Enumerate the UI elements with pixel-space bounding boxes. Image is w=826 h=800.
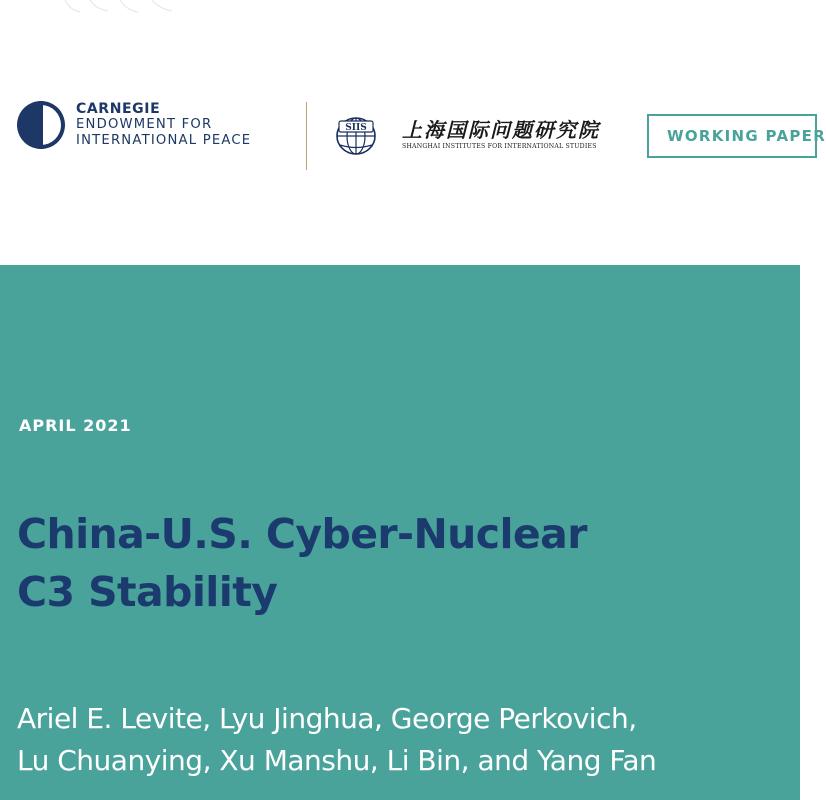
author-list-line-1: Ariel E. Levite, Lyu Jinghua, George Perkovich, — [17, 702, 637, 735]
working-paper-badge: WORKING PAPER — [647, 114, 817, 158]
decorative-lines — [60, 0, 200, 14]
carnegie-name: CARNEGIE — [76, 101, 161, 117]
carnegie-subtitle-line-2: INTERNATIONAL PEACE — [76, 133, 252, 148]
publication-date: APRIL 2021 — [19, 416, 132, 435]
siis-emblem-text: SIIS — [345, 123, 367, 133]
siis-chinese-name: 上海国际问题研究院 — [402, 118, 600, 142]
carnegie-half-circle-icon — [16, 100, 66, 150]
author-list-line-2: Lu Chuanying, Xu Manshu, Li Bin, and Yang Fan — [17, 744, 657, 777]
cover-header — [0, 0, 826, 265]
author-list — [17, 698, 797, 782]
carnegie-logo — [16, 100, 251, 150]
carnegie-subtitle-line-1: ENDOWMENT FOR — [76, 117, 213, 132]
carnegie-wordmark — [76, 101, 251, 149]
siis-globe-icon — [332, 114, 380, 156]
logo-divider — [306, 102, 307, 170]
report-title-line-2: C3 Stability — [17, 568, 278, 616]
siis-english-name: SHANGHAI INSTITUTES FOR INTERNATIONAL STUDIES — [402, 143, 597, 150]
report-title-line-1: China-U.S. Cyber-Nuclear — [17, 510, 587, 558]
siis-wordmark — [402, 118, 600, 152]
report-title — [17, 505, 787, 621]
siis-logo — [332, 114, 600, 156]
